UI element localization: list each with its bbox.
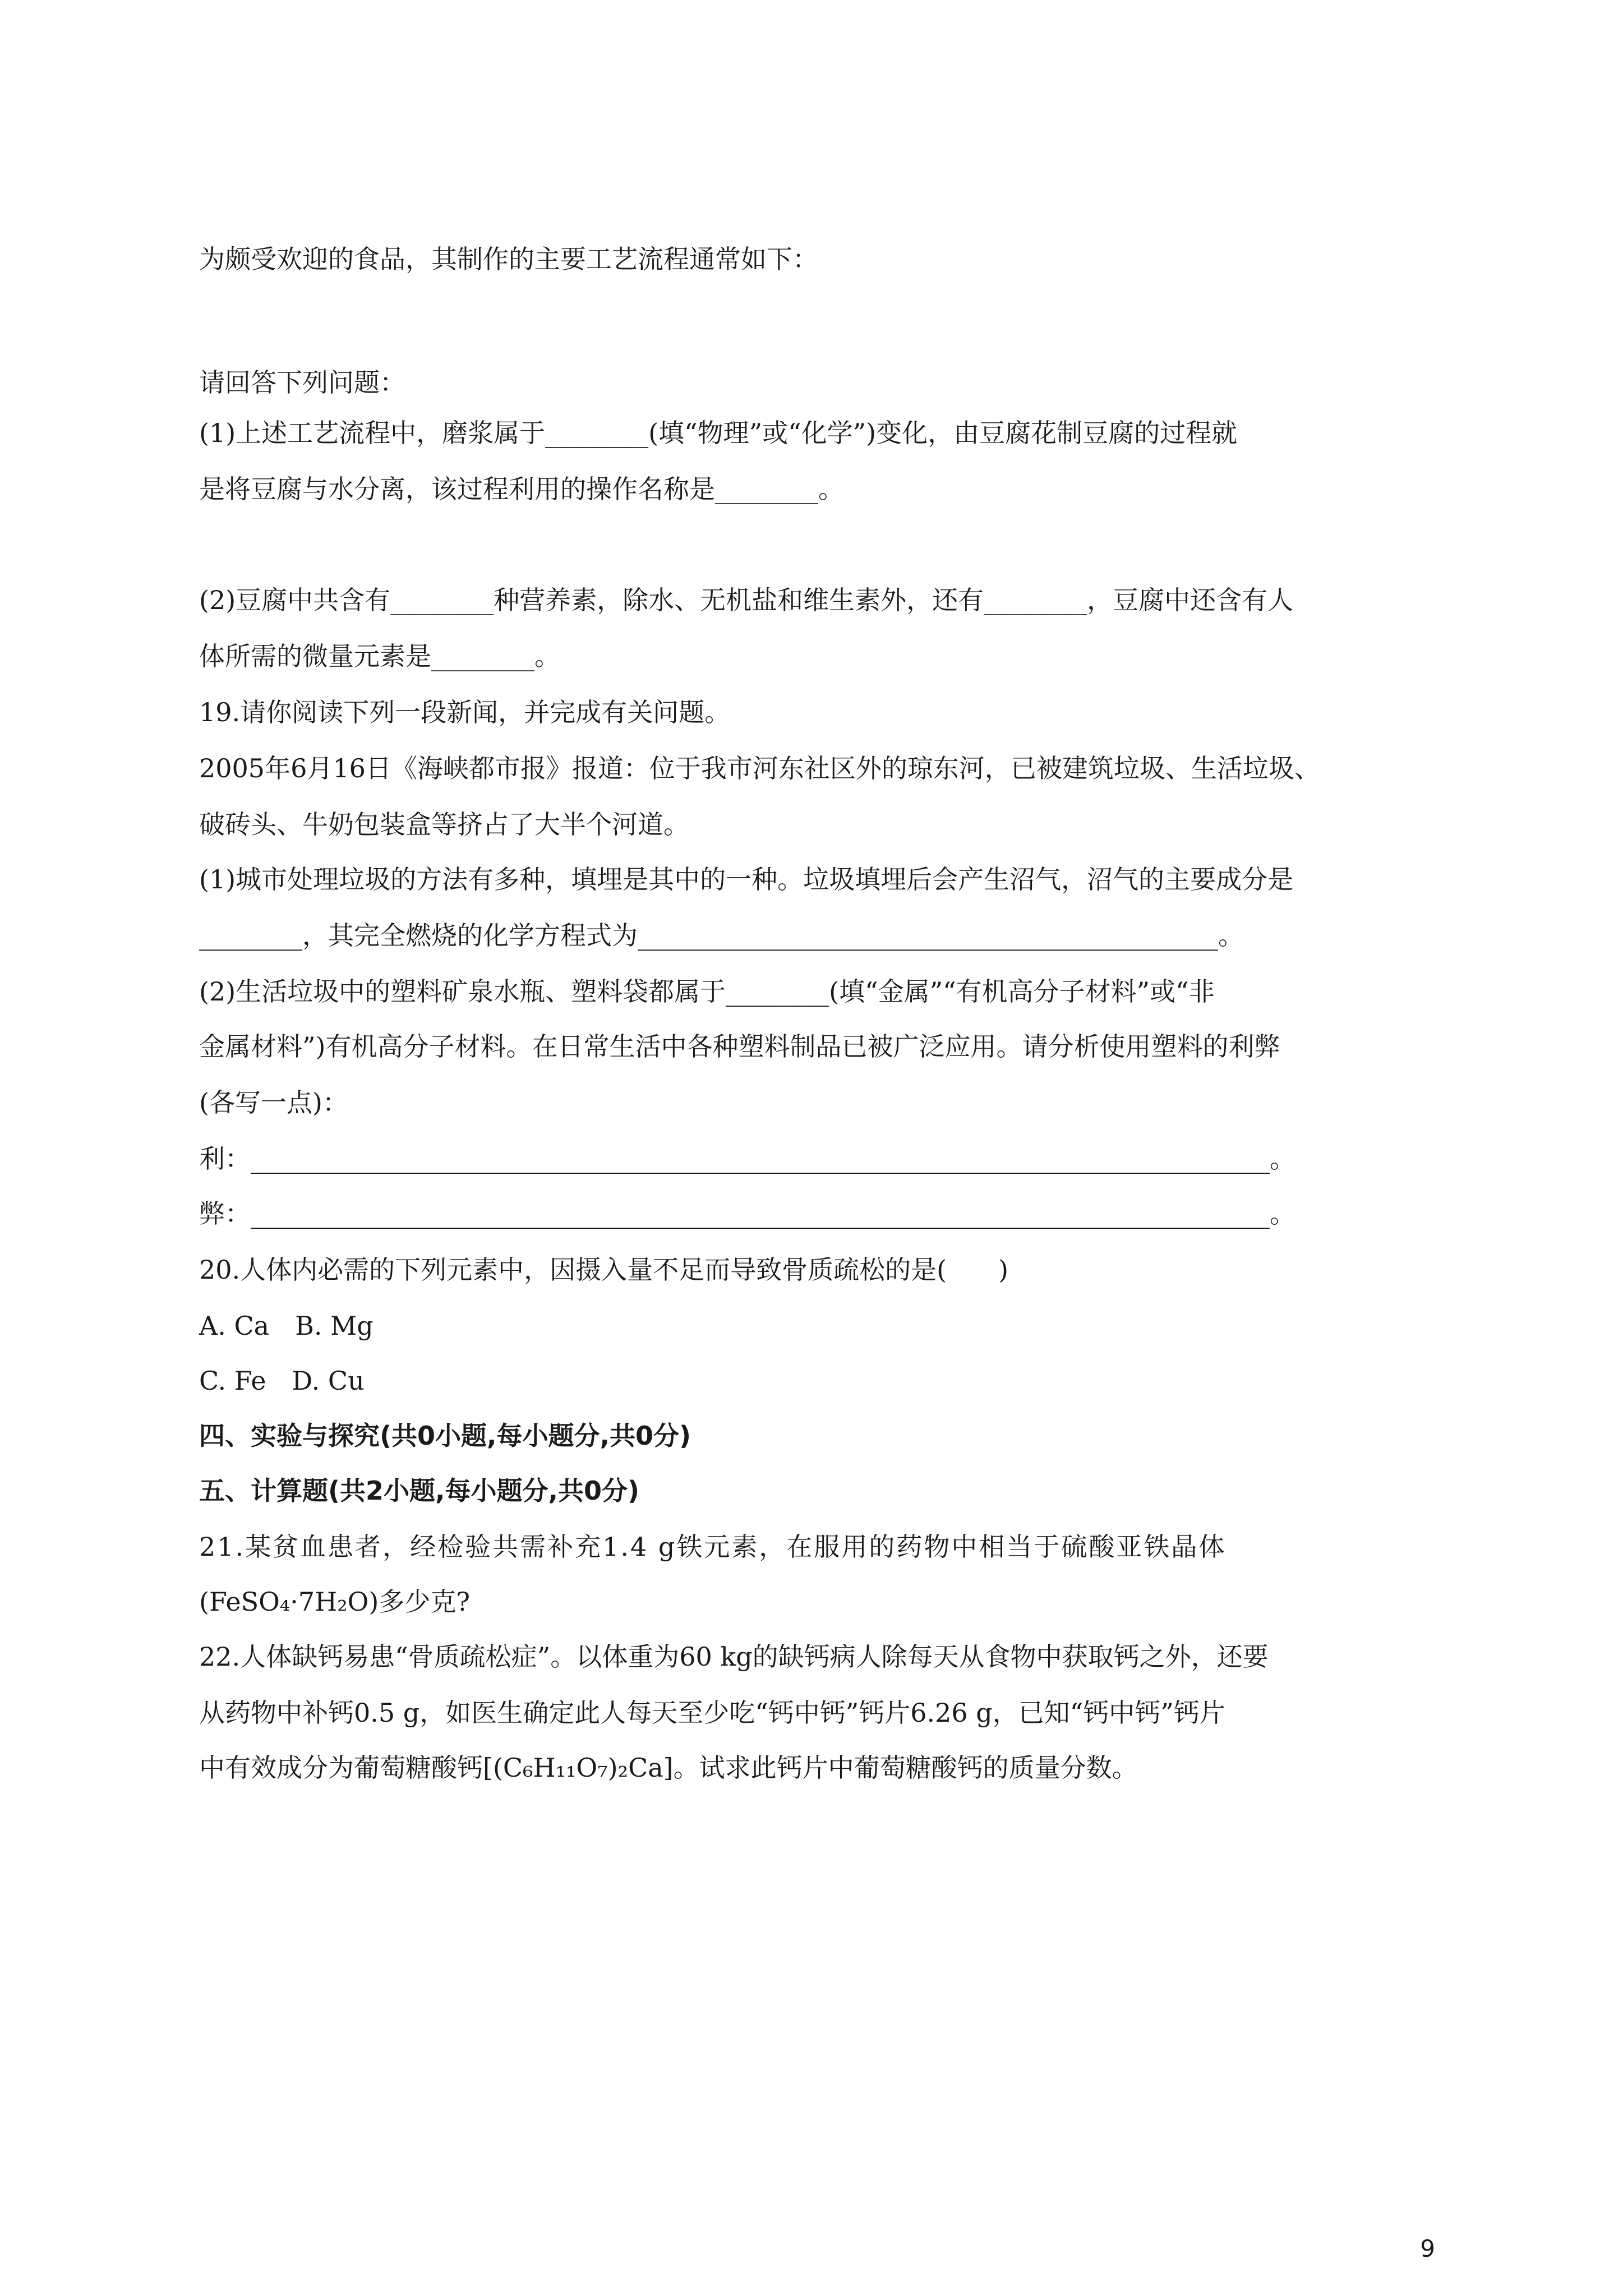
q18-part2-line1: (2)豆腐中共含有________种营养素，除水、无机盐和维生素外，还有________，豆腐中还含有人 <box>199 585 1294 615</box>
q19-part2-line2: 金属材料”)有机高分子材料。在日常生活中各种塑料制品已被广泛应用。请分析使用塑料的利弊 <box>199 1031 1280 1062</box>
q19-part2-line3: (各写一点)： <box>199 1087 348 1118</box>
q18-part1-line2: 是将豆腐与水分离，该过程利用的操作名称是________。 <box>199 474 844 504</box>
q20-options-cd: C. Fe D. Cu <box>199 1366 365 1396</box>
q19-news-line2: 破砖头、牛奶包装盒等挤占了大半个河道。 <box>199 809 689 840</box>
q22-line1: 22.人体缺钙易患“骨质疏松症”。以体重为60 kg的缺钙病人除每天从食物中获取钙之外，还要 <box>199 1642 1269 1672</box>
q21-line1: 21.某贫血患者，经检验共需补充1.4 g铁元素，在服用的药物中相当于硫酸亚铁晶体 <box>199 1532 1227 1562</box>
question-prompt: 请回答下列问题： <box>199 367 405 398</box>
q19-news-line1: 2005年6月16日《海峡都市报》报道：位于我市河东社区外的琼东河，已被建筑垃圾、生活垃圾、 <box>199 753 1320 783</box>
q22-line3: 中有效成分为葡萄糖酸钙[(C₆H₁₁O₇)₂Ca]。试求此钙片中葡萄糖酸钙的质量分数。 <box>199 1753 1138 1783</box>
q18-part2-line2: 体所需的微量元素是________。 <box>199 641 560 671</box>
q21-line2: (FeSO₄·7H₂O)多少克? <box>199 1587 470 1617</box>
intro-text: 为颇受欢迎的食品，其制作的主要工艺流程通常如下： <box>199 244 818 274</box>
q19-part1-line2: ________，其完全燃烧的化学方程式为_____________________________________________。 <box>199 920 1244 951</box>
q20-title: 20.人体内必需的下列元素中，因摄入量不足而导致骨质疏松的是( ) <box>199 1255 1009 1285</box>
q22-line2: 从药物中补钙0.5 g，如医生确定此人每天至少吃“钙中钙”钙片6.26 g，已知“钙中钙”钙片 <box>199 1698 1225 1728</box>
q19-title: 19.请你阅读下列一段新闻，并完成有关问题。 <box>199 697 731 727</box>
q19-advantage: 利：_______________________________________________________________________________。 <box>199 1144 1295 1174</box>
q20-options-ab: A. Ca B. Mg <box>199 1311 374 1341</box>
q19-part2-line1: (2)生活垃圾中的塑料矿泉水瓶、塑料袋都属于________(填“金属”“有机高分子材料”或“非 <box>199 976 1215 1007</box>
page-number: 9 <box>1420 2235 1435 2262</box>
q19-part1-line1: (1)城市处理垃圾的方法有多种，填埋是其中的一种。垃圾填埋后会产生沼气，沼气的主要成分是 <box>199 864 1294 895</box>
section5-heading: 五、计算题(共2小题,每小题分,共0分) <box>199 1476 640 1506</box>
q18-part1-line1: (1)上述工艺流程中，磨浆属于________(填“物理”或“化学”)变化，由豆腐花制豆腐的过程就 <box>199 418 1238 448</box>
section4-heading: 四、实验与探究(共0小题,每小题分,共0分) <box>199 1421 691 1451</box>
q19-disadvantage: 弊：_______________________________________________________________________________。 <box>199 1198 1295 1229</box>
